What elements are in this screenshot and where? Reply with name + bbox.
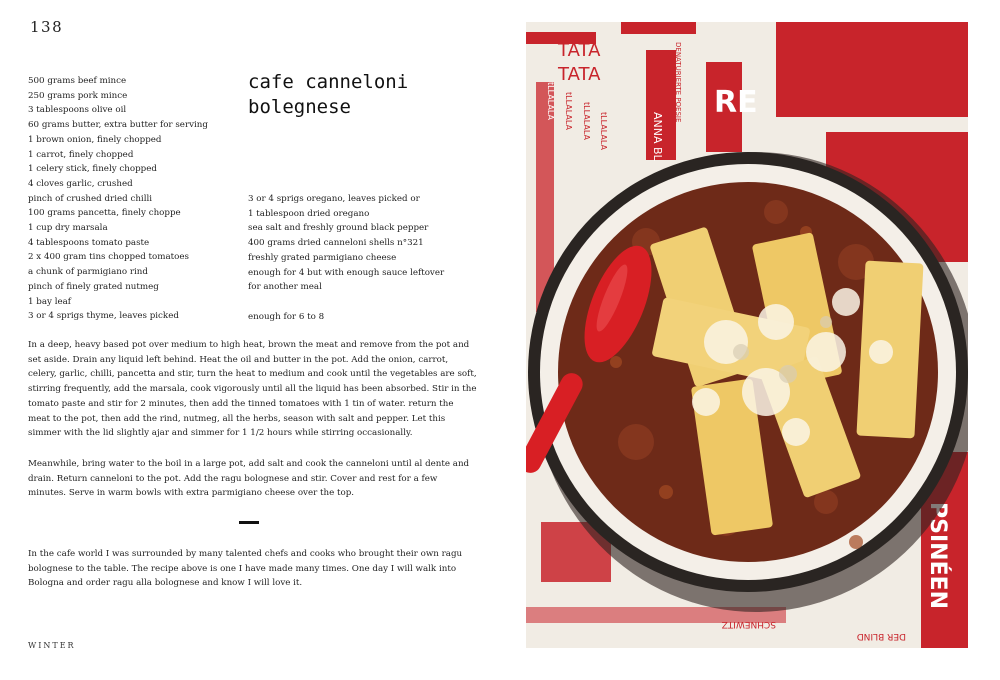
cloth-text: DENATURIERTE POESIE	[674, 42, 682, 123]
ingredients-list-right	[248, 192, 444, 295]
method-paragraph: In a deep, heavy based pot over medium to high heat, brown the meat and remove from the pot and set aside. Drain any liquid left behind. Heat the oil and butter in the pot. Add the onion, carrot, celery, garlic, chilli, pancetta and stir, turn the heat to medium and cook until the vegetables are soft, stirring frequently, add the marsala, cook vigorously until all the liquid has been absorbed. Stir in the tomato paste and stir for 2 minutes, then add the tinned tomatoes with 1 tin of water. return the meat to the pot, then add the rind, nutmeg, all the herbs, season with salt and pepper. Let this simmer with the lid slightly ajar and simmer for 1 1/2 hours while stirring occasionally.	[28, 340, 477, 439]
section-footer: WINTER	[28, 641, 76, 650]
ingredient-item: 4 cloves garlic, crushed	[28, 178, 133, 189]
ingredient-item: for another meal	[248, 282, 322, 293]
ingredient-item: pinch of finely grated nutmeg	[28, 281, 159, 292]
cloth-text: TATA	[558, 64, 601, 85]
ingredient-item: a chunk of parmigiano rind	[28, 267, 148, 278]
author-note: In the cafe world I was surrounded by many talented chefs and cooks who brought their own ragu bolognese to the table. The recipe above is one I have made many times. One day I will walk into Bologna and order ragu alla bolognese and know I will love it.	[28, 549, 463, 589]
cloth-text: tLLALALA	[546, 82, 555, 120]
cloth-text: tLLALALA	[564, 92, 573, 130]
ingredient-item: freshly grated parmigiano cheese	[248, 252, 397, 263]
serves-note: enough for 6 to 8	[248, 312, 325, 322]
ingredient-item: 2 x 400 gram tins chopped tomatoes	[28, 252, 190, 263]
method-paragraph: Meanwhile, bring water to the boil in a large pot, add salt and cook the canneloni until al dente and drain. Return canneloni to the pot. Add the ragu bolognese and stir. Cover and rest for a few minutes. Serve in warm bowls with extra parmigiano cheese over the top.	[28, 459, 470, 499]
ingredient-item: 1 tablespoon dried oregano	[248, 208, 370, 219]
cloth-text: DER BLIND	[856, 631, 906, 641]
cloth-text: PSINÉEN	[925, 502, 950, 610]
ingredient-item: pinch of crushed dried chilli	[28, 193, 153, 204]
cloth-text: SCHNEWITZ	[721, 619, 776, 629]
ingredients-list-left	[28, 74, 208, 324]
ingredient-item: 1 bay leaf	[28, 296, 72, 307]
section-divider	[239, 521, 259, 524]
ingredient-item: 4 tablespoons tomato paste	[28, 237, 150, 248]
ingredient-item: 400 grams dried canneloni shells n°321	[248, 238, 424, 249]
ingredient-item: 1 cup dry marsala	[28, 223, 108, 234]
cloth-text: tLLALALA	[582, 102, 591, 140]
cloth-text: tLLALALA	[599, 112, 608, 150]
recipe-title-line-2: bolegnese	[248, 96, 351, 118]
ingredient-item: 60 grams butter, extra butter for serving	[28, 120, 208, 131]
ingredient-item: 500 grams beef mince	[28, 76, 127, 86]
ingredient-item: enough for 4 but with enough sauce leftover	[248, 267, 445, 278]
ingredient-item: 3 or 4 sprigs oregano, leaves picked or	[248, 194, 420, 204]
recipe-title	[248, 70, 468, 120]
ingredient-item: 1 carrot, finely chopped	[28, 149, 134, 160]
cloth-text: RE	[714, 85, 758, 120]
ingredient-item: 3 or 4 sprigs thyme, leaves picked	[28, 311, 179, 322]
page-number: 138	[30, 18, 64, 36]
cloth-text: ANNA BL	[651, 112, 664, 161]
ingredient-item: sea salt and freshly ground black pepper	[248, 223, 429, 234]
ingredient-item: 100 grams pancetta, finely choppe	[28, 208, 181, 219]
canneloni-pot-illustration	[526, 22, 968, 648]
ingredient-item: 1 brown onion, finely chopped	[28, 134, 162, 145]
recipe-title-line-1: cafe canneloni	[248, 71, 409, 93]
ingredient-item: 3 tablespoons olive oil	[28, 105, 127, 116]
ingredient-item: 1 celery stick, finely chopped	[28, 164, 157, 175]
ingredient-item: 250 grams pork mince	[28, 90, 128, 101]
cloth-text: TATA	[558, 40, 601, 61]
recipe-photo	[526, 22, 968, 648]
